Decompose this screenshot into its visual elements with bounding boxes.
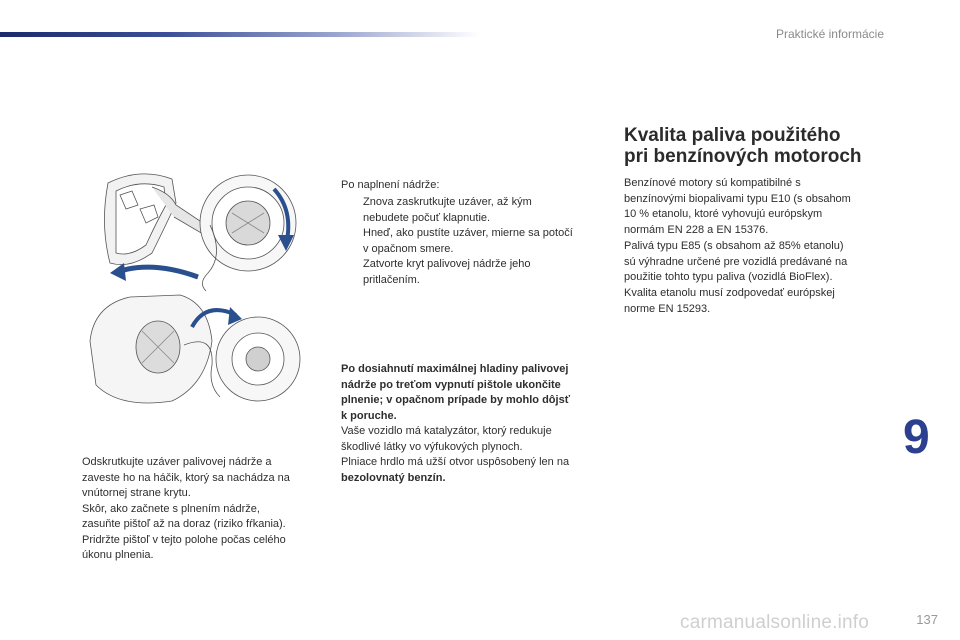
list-item (341, 195, 603, 257)
warning-line: Plniace hrdlo má užší otvor uspôsobený len na (341, 456, 570, 468)
header-gradient-bar (0, 32, 480, 37)
section-title (624, 125, 924, 167)
warning-bold-line: plnenie; v opačnom prípade by mohlo dôjsť (341, 394, 570, 406)
body-line: Palivá typu E85 (s obsahom až 85% etanolu) (624, 239, 844, 252)
step-line: Pridržte pištoľ v tejto polohe počas celého (82, 533, 286, 546)
warning-bold-line: nádrže po treťom vypnutí pištole ukončite (341, 378, 561, 391)
body-line: Benzínové motory sú kompatibilné s (624, 177, 801, 189)
warning-line: Vaše vozidlo má katalyzátor, ktorý redukuje (341, 425, 552, 437)
body-line: 10 % etanolu, ktoré vyhovujú európskym (624, 208, 823, 221)
section-title-line: pri benzínových motoroch (624, 146, 862, 167)
watermark: carmanualsonline.info (680, 612, 870, 633)
step-line: zasuňte pištoľ až na doraz (riziko fŕkania). (82, 518, 286, 530)
body-line: sú výhradne určené pre vozidlá predávané na (624, 255, 848, 268)
swing-arrow-top (120, 267, 198, 277)
after-filling-steps (341, 195, 603, 288)
section-title-line: Kvalita paliva použitého (624, 125, 841, 146)
left-steps-list (60, 455, 322, 564)
body-line: norme EN 15293. (624, 302, 711, 315)
body-line: použitie tohto typu paliva (vozidlá BioFlex). (624, 271, 833, 284)
list-item (60, 455, 322, 502)
warning-bold-line: Po dosiahnutí maximálnej hladiny palivovej (341, 363, 569, 375)
body-line: normám EN 228 a EN 15376. (624, 224, 769, 237)
warning-line: škodlivé látky vo výfukových plynoch. (341, 440, 523, 453)
step-line: Skôr, ako začnete s plnením nádrže, (82, 502, 260, 515)
arrow-head-swing (110, 263, 126, 281)
illustration-bottom (90, 295, 300, 403)
header-title: Praktické informácie (775, 27, 884, 41)
step-line: nebudete počuť klapnutie. (363, 211, 491, 224)
fuel-cap-illustration (80, 165, 305, 420)
step-line: pritlačením. (363, 273, 420, 286)
body-line: Kvalita etanolu musí zodpovedať európskej (624, 286, 835, 299)
page-number: 137 (916, 612, 938, 627)
step-line: Odskrutkujte uzáver palivovej nádrže a (82, 456, 272, 468)
body-line: benzínovými biopalivami typu E10 (s obsahom (624, 192, 851, 205)
warning-end-bold: bezolovnatý benzín. (341, 471, 446, 484)
step-line: zaveste ho na háčik, ktorý sa nachádza na (82, 471, 290, 484)
step-line: Znova zaskrutkujte uzáver, až kým (363, 196, 532, 208)
after-filling-intro: Po naplnení nádrže: (341, 179, 440, 191)
step-line: Zatvorte kryt palivovej nádrže jeho (363, 258, 531, 270)
warning-bold-line: k poruche. (341, 409, 397, 422)
list-item (341, 257, 603, 288)
chapter-number: 9 (903, 411, 930, 464)
step-line: Hneď, ako pustíte uzáver, mierne sa potočí (363, 227, 573, 239)
fuel-warning-note (341, 362, 611, 486)
list-item (60, 502, 322, 533)
step-line: úkonu plnenia. (82, 549, 154, 561)
step-line: v opačnom smere. (363, 242, 454, 255)
step-line: vnútornej strane krytu. (82, 487, 191, 499)
illustration-top (104, 174, 296, 291)
list-item (60, 533, 322, 564)
section-body (624, 176, 894, 317)
